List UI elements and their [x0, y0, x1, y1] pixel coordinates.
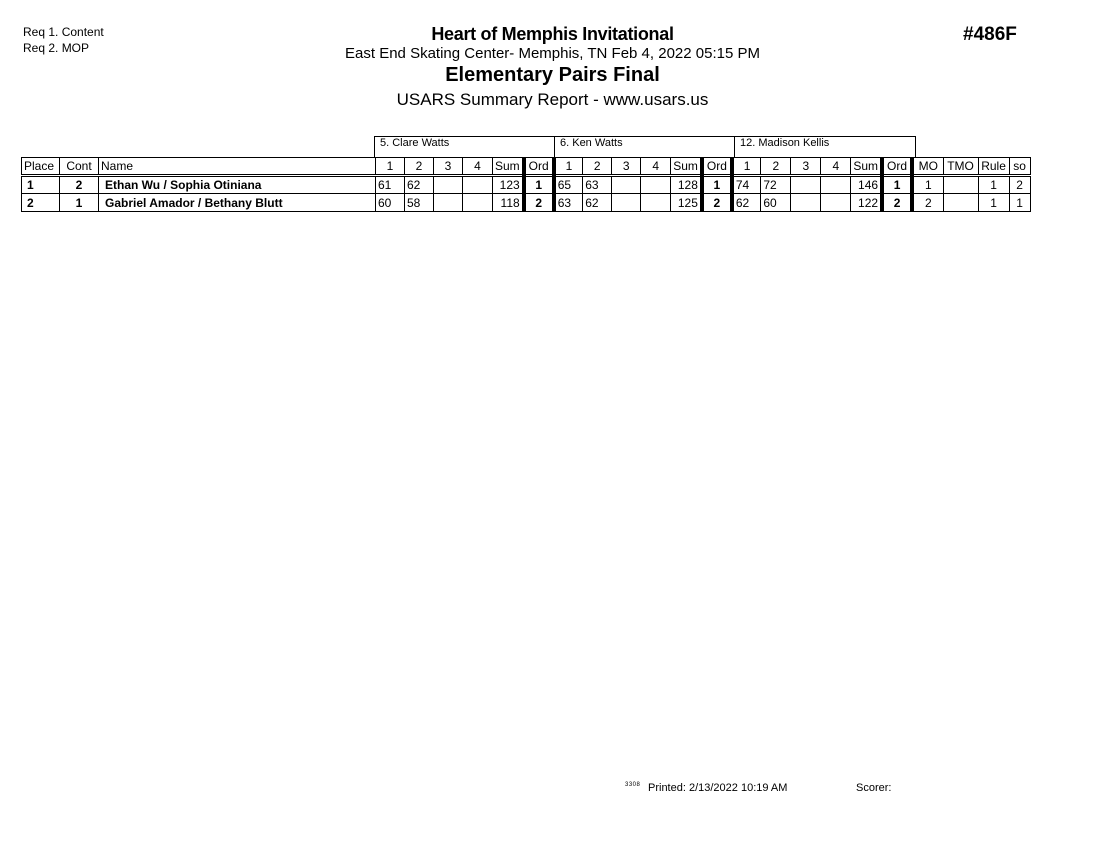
report-title: USARS Summary Report - www.usars.us — [396, 90, 709, 109]
mo-cell: 1 — [912, 176, 943, 194]
j1-col-ord: Ord — [524, 158, 554, 176]
skater-name: Gabriel Amador / Bethany Blutt — [99, 194, 376, 212]
score-cell — [463, 176, 493, 194]
place-cell: 1 — [22, 176, 60, 194]
j3-col-3: 3 — [791, 158, 821, 176]
j2-col-ord: Ord — [702, 158, 732, 176]
table-row — [22, 176, 1031, 194]
score-cell: 62 — [732, 194, 761, 212]
cont-cell: 2 — [60, 176, 99, 194]
score-cell: 65 — [554, 176, 583, 194]
score-cell: 60 — [761, 194, 791, 212]
j3-col-ord: Ord — [882, 158, 912, 176]
score-cell — [463, 194, 493, 212]
col-rule: Rule — [978, 158, 1009, 176]
sum-cell: 118 — [493, 194, 524, 212]
sum-cell: 125 — [671, 194, 702, 212]
sum-cell: 128 — [671, 176, 702, 194]
score-cell — [641, 194, 671, 212]
score-cell — [434, 176, 463, 194]
j1-col-3: 3 — [434, 158, 463, 176]
j3-col-2: 2 — [761, 158, 791, 176]
so-cell: 1 — [1009, 194, 1030, 212]
score-cell: 60 — [376, 194, 405, 212]
scorer-label: Scorer: — [856, 782, 892, 794]
results-table — [21, 157, 1031, 212]
col-tmo: TMO — [943, 158, 978, 176]
score-cell: 58 — [405, 194, 434, 212]
printed-timestamp: Printed: 2/13/2022 10:19 AM — [648, 782, 788, 794]
score-cell — [641, 176, 671, 194]
judge-header-2: 6. Ken Watts — [554, 136, 735, 157]
j2-col-2: 2 — [583, 158, 612, 176]
event-title: Elementary Pairs Final — [445, 64, 660, 86]
ord-cell: 1 — [702, 176, 732, 194]
col-cont: Cont — [60, 158, 99, 176]
j1-col-1: 1 — [376, 158, 405, 176]
judge-header-1: 5. Clare Watts — [374, 136, 555, 157]
ord-cell: 2 — [702, 194, 732, 212]
j3-col-4: 4 — [821, 158, 851, 176]
tmo-cell — [943, 176, 978, 194]
mo-cell: 2 — [912, 194, 943, 212]
sum-cell: 123 — [493, 176, 524, 194]
score-cell — [791, 176, 821, 194]
score-cell: 74 — [732, 176, 761, 194]
tmo-cell — [943, 194, 978, 212]
requirement-2: Req 2. MOP — [23, 41, 90, 55]
j2-col-sum: Sum — [671, 158, 702, 176]
j1-col-2: 2 — [405, 158, 434, 176]
score-cell: 61 — [376, 176, 405, 194]
ord-cell: 2 — [524, 194, 554, 212]
venue-line: East End Skating Center- Memphis, TN Feb 4, 2022 05:15 PM — [345, 45, 760, 62]
j1-col-4: 4 — [463, 158, 493, 176]
score-cell: 62 — [405, 176, 434, 194]
score-cell: 62 — [583, 194, 612, 212]
col-name: Name — [99, 158, 376, 176]
score-cell: 63 — [554, 194, 583, 212]
footer-code — [625, 782, 640, 794]
j3-col-1: 1 — [732, 158, 761, 176]
score-cell — [612, 176, 641, 194]
ord-cell: 2 — [882, 194, 912, 212]
score-cell: 63 — [583, 176, 612, 194]
ord-cell: 1 — [524, 176, 554, 194]
judge-header-3: 12. Madison Kellis — [734, 136, 916, 157]
ord-cell: 1 — [882, 176, 912, 194]
requirement-1: Req 1. Content — [23, 25, 104, 39]
skater-name: Ethan Wu / Sophia Otiniana — [99, 176, 376, 194]
score-cell — [612, 194, 641, 212]
col-mo: MO — [912, 158, 943, 176]
score-cell — [434, 194, 463, 212]
header-row — [22, 158, 1031, 176]
sum-cell: 122 — [851, 194, 882, 212]
rule-cell: 1 — [978, 194, 1009, 212]
col-so: so — [1009, 158, 1030, 176]
col-place: Place — [22, 158, 60, 176]
document-number: #486F — [963, 24, 1017, 45]
footer-code-text: 3308 — [625, 782, 641, 788]
j2-col-4: 4 — [641, 158, 671, 176]
rule-cell: 1 — [978, 176, 1009, 194]
so-cell: 2 — [1009, 176, 1030, 194]
j2-col-3: 3 — [612, 158, 641, 176]
score-cell — [791, 194, 821, 212]
j2-col-1: 1 — [554, 158, 583, 176]
score-cell — [821, 194, 851, 212]
cont-cell: 1 — [60, 194, 99, 212]
place-cell: 2 — [22, 194, 60, 212]
event-name: Heart of Memphis Invitational — [431, 24, 674, 44]
j3-col-sum: Sum — [851, 158, 882, 176]
table-row — [22, 194, 1031, 212]
score-cell: 72 — [761, 176, 791, 194]
j1-col-sum: Sum — [493, 158, 524, 176]
score-cell — [821, 176, 851, 194]
sum-cell: 146 — [851, 176, 882, 194]
